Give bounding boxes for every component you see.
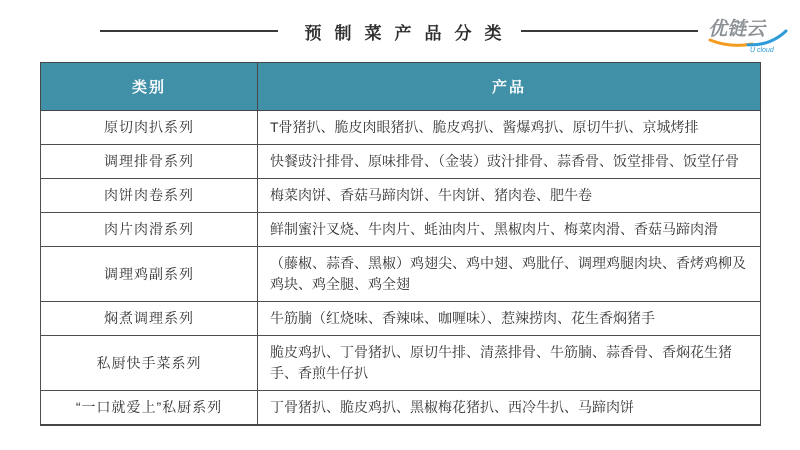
column-header-product: 产品 bbox=[258, 63, 761, 111]
table-row bbox=[41, 213, 761, 247]
products-cell: 梅菜肉饼、香菇马蹄肉饼、牛肉饼、猪肉卷、肥牛卷 bbox=[258, 179, 761, 213]
category-cell: 调理鸡副系列 bbox=[41, 247, 258, 302]
products-cell: T骨猪扒、脆皮肉眼猪扒、脆皮鸡扒、酱爆鸡扒、原切牛扒、京城烤排 bbox=[258, 111, 761, 145]
category-cell: 肉片肉滑系列 bbox=[41, 213, 258, 247]
table-row bbox=[41, 145, 761, 179]
products-cell: （藤椒、蒜香、黑椒）鸡翅尖、鸡中翅、鸡肶仔、调理鸡腿肉块、香烤鸡柳及鸡块、鸡全腿、鸡全翅 bbox=[258, 247, 761, 302]
products-cell: 鲜制蜜汁叉烧、牛肉片、蚝油肉片、黑椒肉片、梅菜肉滑、香菇马蹄肉滑 bbox=[258, 213, 761, 247]
table-row bbox=[41, 247, 761, 302]
table-header-row bbox=[41, 63, 761, 111]
category-cell: “一口就爱上”私厨系列 bbox=[41, 391, 258, 426]
products-cell: 脆皮鸡扒、丁骨猪扒、原切牛排、清蒸排骨、牛筋腩、蒜香骨、香焖花生猪手、香煎牛仔扒 bbox=[258, 336, 761, 391]
category-cell: 私厨快手菜系列 bbox=[41, 336, 258, 391]
category-cell: 原切肉扒系列 bbox=[41, 111, 258, 145]
products-cell: 丁骨猪扒、脆皮鸡扒、黑椒梅花猪扒、西冷牛扒、马蹄肉饼 bbox=[258, 391, 761, 426]
products-cell: 牛筋腩（红烧味、香辣味、咖喱味）、惹辣捞肉、花生香焖猪手 bbox=[258, 302, 761, 336]
page-title: 预制菜产品分类 bbox=[304, 23, 515, 43]
title-rule-left bbox=[100, 30, 278, 32]
logo-subtitle: U cloud bbox=[750, 47, 774, 53]
title-rule-right bbox=[521, 30, 699, 32]
category-cell: 焖煮调理系列 bbox=[41, 302, 258, 336]
company-logo bbox=[704, 13, 792, 53]
table-row bbox=[41, 336, 761, 391]
product-category-table bbox=[40, 62, 761, 426]
top-band bbox=[100, 14, 792, 53]
products-cell: 快餐豉汁排骨、原味排骨、（金装）豉汁排骨、蒜香骨、饭堂排骨、饭堂仔骨 bbox=[258, 145, 761, 179]
table-row bbox=[41, 391, 761, 426]
logo-swoosh-icon bbox=[704, 13, 792, 53]
table-row bbox=[41, 111, 761, 145]
logo-text: 优链云 bbox=[708, 19, 766, 40]
column-header-category: 类别 bbox=[41, 63, 258, 111]
table-row bbox=[41, 302, 761, 336]
category-cell: 肉饼肉卷系列 bbox=[41, 179, 258, 213]
table-row bbox=[41, 179, 761, 213]
category-cell: 调理排骨系列 bbox=[41, 145, 258, 179]
